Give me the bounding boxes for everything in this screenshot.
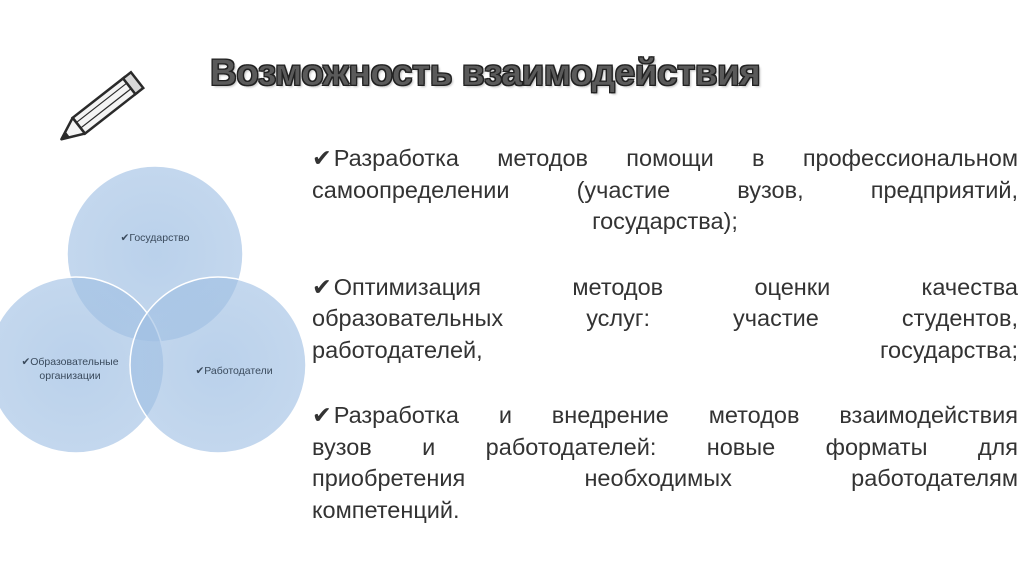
venn-label-education-line1: ✔Образовательные: [21, 356, 119, 368]
bullet-line: государства);: [592, 208, 738, 234]
checkmark-icon: ✔: [312, 402, 332, 428]
bullet-item: [312, 272, 1018, 367]
bullet-line: ✔Разработка методов помощи в профессиональном: [312, 145, 1018, 171]
venn-label-education-line2: организации: [39, 370, 101, 382]
slide-title: Возможность взаимодействия: [210, 52, 761, 93]
venn-label-employers: ✔Работодатели: [195, 365, 273, 377]
checkmark-icon: ✔: [312, 145, 332, 171]
venn-diagram: [0, 160, 320, 460]
bullet-item: [312, 143, 1018, 238]
bullet-line: компетенций.: [312, 496, 460, 523]
bullet-list: [312, 143, 1018, 560]
bullet-line: работодателей, государства;: [312, 336, 1018, 363]
bullet-line: ✔Оптимизация методов оценки качества: [312, 273, 1018, 300]
bullet-line: вузов и работодателей: новые форматы для: [312, 433, 1018, 460]
checkmark-icon: ✔: [312, 273, 332, 300]
bullet-line: ✔Разработка и внедрение методов взаимодействия: [312, 402, 1018, 428]
bullet-line: приобретения необходимых работодателям: [312, 465, 1018, 491]
pencil-icon: [52, 60, 156, 152]
bullet-line: самоопределении (участие вузов, предприятий,: [312, 176, 1018, 203]
bullet-line: образовательных услуг: участие студентов,: [312, 305, 1018, 331]
venn-label-state: ✔Государство: [120, 232, 190, 244]
bullet-item: [312, 400, 1018, 526]
